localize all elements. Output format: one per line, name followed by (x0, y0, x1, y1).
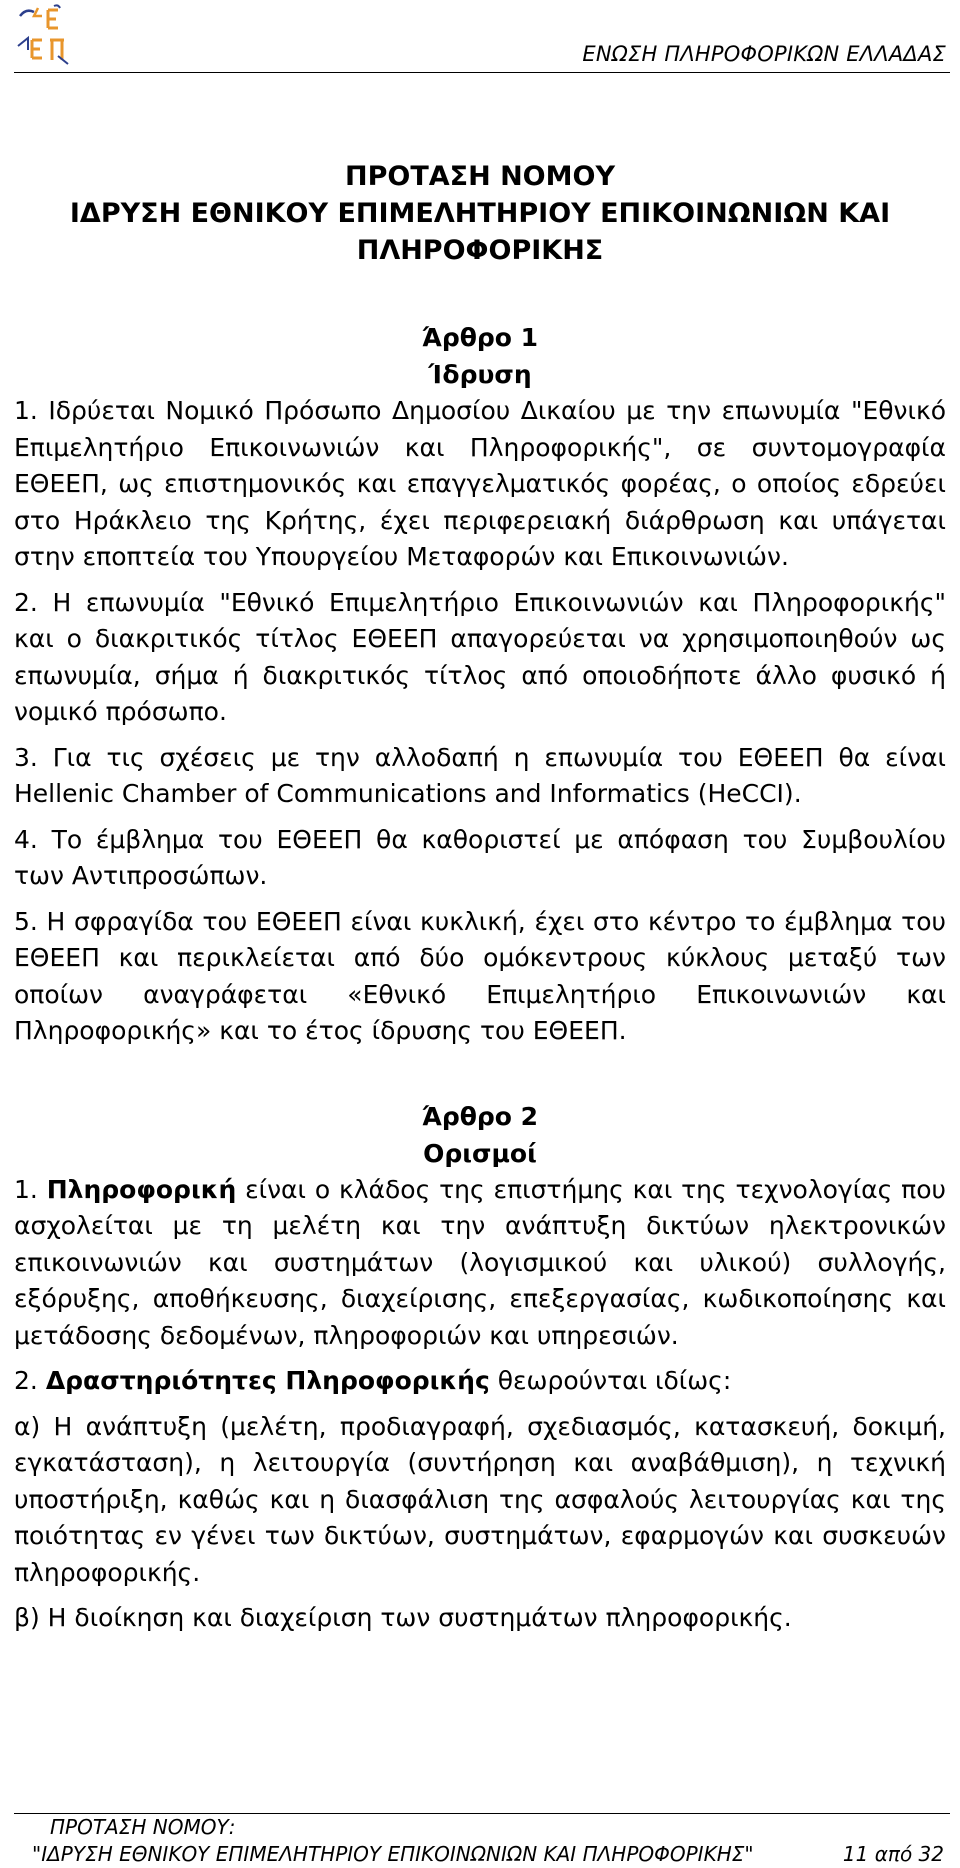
paragraph-number: 2. (14, 1366, 46, 1395)
article-2-number: Άρθρο 2 (421, 1101, 539, 1131)
paragraph-text: θεωρούνται ιδίως: (489, 1366, 732, 1395)
article-1-paragraph-5: 5. Η σφραγίδα του ΕΘΕΕΠ είναι κυκλική, έχει στο κέντρο το έμβλημα του ΕΘΕΕΠ και περικλείεται από δύο ομόκεντρους κύκλους μεταξύ των οποίων αναγράφεται «Εθνικό Επιμελητήριο Επικοινωνιών και Πληροφορικής» και το έτος ίδρυσης του ΕΘΕΕΠ. (14, 906, 946, 1045)
title-line-1: ΠΡΟΤΑΣΗ ΝΟΜΟΥ (344, 161, 615, 192)
article-2-item-a: α) Η ανάπτυξη (μελέτη, προδιαγραφή, σχεδιασμός, κατασκευή, δοκιμή, εγκατάσταση), η λειτουργία (συντήρηση και αναβάθμιση), η τεχνική υποστήριξη, καθώς και η διασφάλιση της ασφαλούς λειτουργίας και της ποιότητας εν γένει των δικτύων, συστημάτων, εφαρμογών και συσκευών πληροφορικής. (14, 1411, 946, 1587)
epe-logo-icon (14, 2, 86, 70)
footer-label: ΠΡΟΤΑΣΗ ΝΟΜΟΥ: (50, 1815, 236, 1839)
article-1-header (14, 319, 946, 393)
footer-title-text: "ΙΔΡΥΣΗ ΕΘΝΙΚΟΥ ΕΠΙΜΕΛΗΤΗΡΙΟΥ ΕΠΙΚΟΙΝΩΝΙΩΝ ΚΑΙ ΠΛΗΡΟΦΟΡΙΚΗΣ" (32, 1842, 754, 1866)
article-2-item-b: β) Η διοίκηση και διαχείριση των συστημάτων πληροφορικής. (14, 1603, 792, 1632)
article-2-paragraph-1 (14, 1172, 946, 1355)
article-1-heading: Ίδρυση (428, 360, 532, 389)
article-1-paragraph-2: 2. Η επωνυμία "Εθνικό Επιμελητήριο Επικοινωνιών και Πληροφορικής" και ο διακριτικός τίτλος ΕΘΕΕΠ απαγορεύεται να χρησιμοποιηθούν ως επωνυμία, σήμα ή διακριτικός τίτλος από οποιοδήποτε άλλο φυσικό ή νομικό πρόσωπο. (14, 587, 946, 726)
footer-document-title (14, 1841, 950, 1868)
article-1-paragraph-3: 3. Για τις σχέσεις με την αλλοδαπή η επωνυμία του ΕΘΕΕΠ θα είναι Hellenic Chamber of Communications and Informatics (HeCCI). (14, 742, 946, 808)
paragraph-number: 1. (14, 1174, 47, 1204)
page-footer (14, 1813, 950, 1868)
article-1-paragraph-4: 4. Το έμβλημα του ΕΘΕΕΠ θα καθοριστεί με απόφαση του Συμβουλίου των Αντιπροσώπων. (14, 824, 946, 890)
page-header (14, 0, 950, 73)
page-number: 11 από 32 (842, 1842, 944, 1866)
article-2-heading: Ορισμοί (423, 1138, 537, 1168)
article-2-paragraph-2 (14, 1363, 946, 1400)
title-line-2: ΙΔΡΥΣΗ ΕΘΝΙΚΟΥ ΕΠΙΜΕΛΗΤΗΡΙΟΥ ΕΠΙΚΟΙΝΩΝΙΩΝ ΚΑΙ (69, 198, 891, 229)
document-title (14, 158, 946, 269)
header-organization: ΕΝΩΣΗ ΠΛΗΡΟΦΟΡΙΚΩΝ ΕΛΛΑΔΑΣ (582, 42, 946, 66)
defined-term: Δραστηριότητες Πληροφορικής (45, 1366, 490, 1395)
document-body (14, 158, 946, 1646)
article-2-header (14, 1098, 946, 1172)
title-line-3: ΠΛΗΡΟΦΟΡΙΚΗΣ (356, 235, 604, 266)
article-1-paragraph-1: 1. Ιδρύεται Νομικό Πρόσωπο Δημοσίου Δικαίου με την επωνυμία "Εθνικό Επιμελητήριο Επικοινωνιών και Πληροφορικής", σε συντομογραφία ΕΘΕΕΠ, ως επιστημονικός και επαγγελματικός φορέας, ο οποίος εδρεύει στο Ηράκλειο της Κρήτης, έχει περιφερειακή διάρθρωση και υπάγεται στην εποπτεία του Υπουργείου Μεταφορών και Επικοινωνιών. (14, 396, 946, 571)
paragraph-text: είναι ο κλάδος της επιστήμης και της τεχνολογίας που ασχολείται με τη μελέτη και την ανάπτυξη δικτύων ηλεκτρονικών επικοινωνιών και συστημάτων (λογισμικού και υλικού) συλλογής, εξόρυξης, αποθήκευσης, διαχείρισης, επεξεργασίας, κωδικοποίησης και μετάδοσης δεδομένων, πληροφοριών και υπηρεσιών. (14, 1174, 946, 1350)
defined-term: Πληροφορική (46, 1174, 237, 1204)
article-1-number: Άρθρο 1 (421, 323, 539, 352)
